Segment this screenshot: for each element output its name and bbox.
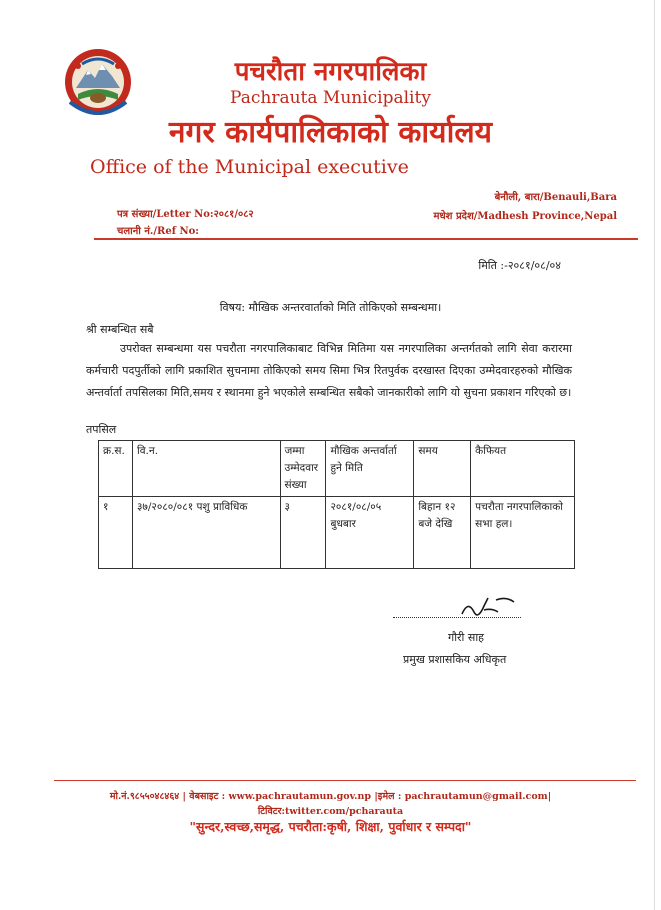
table-cell: १ [99, 497, 133, 569]
signature-line [393, 616, 521, 618]
header-divider [94, 238, 638, 240]
notice-subject: विषय: मौखिक अन्तरवार्ताको मिति तोकिएको सम्बन्धमा। [219, 301, 442, 314]
table-header-row [99, 441, 575, 497]
table-header-cell: मौखिक अन्तर्वार्ता हुने मिति [326, 441, 414, 497]
table-cell: ३ [280, 497, 326, 569]
table-cell: २०८१/०८/०५ बुधबार [326, 497, 414, 569]
footer-twitter: टिविटर:twitter.com/pcharauta [257, 806, 404, 817]
address-line-1: बेनौली, बारा/Benauli,Bara [494, 192, 617, 203]
reference-number: चलानी नं./Ref No: [117, 226, 199, 237]
table-cell: ३७/२०८०/०८१ पशु प्राविधिक [132, 497, 280, 569]
salutation: श्री सम्बन्धित सबै [86, 323, 154, 336]
letter-number: पत्र संख्या/Letter No:२०८१/०८२ [117, 209, 254, 220]
schedule-heading: तपसिल [86, 423, 117, 436]
interview-schedule-table [98, 440, 575, 569]
notice-date: मिति :-२०८१/०८/०४ [478, 259, 561, 272]
footer-divider [54, 780, 636, 781]
table-cell: बिहान १२ बजे देखि [414, 497, 471, 569]
table-header-cell: कैफियत [471, 441, 575, 497]
footer-motto: "सुन्दर,स्वच्छ,समृद्ध, पचरौता:कृषी, शिक्षा, पुर्वाधार र सम्पदा" [189, 819, 472, 834]
footer-contact: मो.नं.९८५५०४८४६४ | वेबसाइट : www.pachrautamun.gov.np |इमेल : pachrautamun@gmail.com| [109, 791, 552, 802]
page-edge [654, 0, 655, 910]
office-name-np: नगर कार्यपालिकाको कार्यालय [168, 115, 493, 150]
office-name-en: Office of the Municipal executive [90, 156, 409, 178]
municipality-name-np: पचरौता नगरपालिका [234, 57, 427, 87]
signatory-name: गौरी साह [448, 631, 485, 644]
signatory-title: प्रमुख प्रशासकिय अधिकृत [403, 653, 507, 666]
table-header-cell: वि.न. [132, 441, 280, 497]
table-header-cell: समय [414, 441, 471, 497]
table-header-cell: जम्मा उम्मेदवार संख्या [280, 441, 326, 497]
municipality-name-en: Pachrauta Municipality [230, 88, 431, 108]
address-line-2: मधेश प्रदेश/Madhesh Province,Nepal [433, 211, 617, 222]
table-header-cell: क्र.स. [99, 441, 133, 497]
table-row [99, 497, 575, 569]
table-cell: पचरौता नगरपालिकाको सभा हल। [471, 497, 575, 569]
notice-body: उपरोक्त सम्बन्धमा यस पचरौता नगरपालिकाबाट विभिन्न मितिमा यस नगरपालिका अन्तर्गतको लागि सेवा करारमा कर्मचारी पदपुर्तीको लागि प्रकाशित सुचनामा तोकिएको समय सिमा भित्र रितपुर्वक दरखास्त दिएका उम्मेदवारहरुको मौखिक अन्तर्वार्ता तपसिलका मिति,समय र स्थानमा हुने भएकोले सम्बन्धित सबैको जानकारीको लागि यो सुचना प्रकाशन गरिएको छ। [86, 342, 572, 399]
